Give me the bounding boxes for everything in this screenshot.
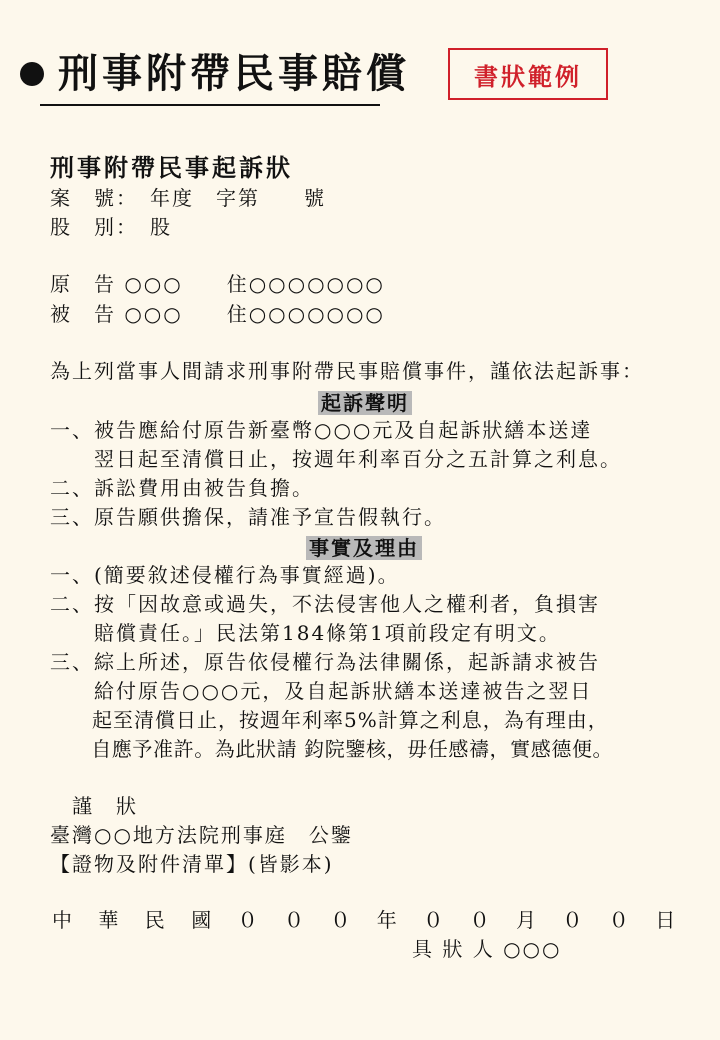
facts-line: 起至清償日止，按週年利率5%計算之利息，為有理由， [50,708,609,732]
claim-line: 翌日起至清償日止，按週年利率百分之五計算之利息。 [50,447,622,471]
facts-line: 自應予准許。為此狀請 鈞院鑒核，毋任感禱，實感德便。 [50,737,614,761]
signer-line: 具 狀 人 ○○○ [412,937,562,961]
claim-line: 三、原告願供擔保，請准予宣告假執行。 [50,505,446,529]
plaintiff-line: 原 告 ○○○ 住○○○○○○○ [50,272,385,296]
facts-line: 一、(簡要敘述侵權行為事實經過)。 [50,563,400,587]
division-line: 股 別： 股 [50,215,172,239]
claim-line: 一、被告應給付原告新臺幣○○○元及自起訴狀繕本送達 [50,418,593,442]
claims-heading: 起訴聲明 [318,391,412,415]
title-underline [40,104,380,106]
claim-line: 二、訴訟費用由被告負擔。 [50,476,314,500]
facts-heading: 事實及理由 [306,536,422,560]
sample-badge: 書狀範例 [448,48,608,100]
date-line: 中 華 民 國 ０ ０ ０ 年 ０ ０ 月 ０ ０ 日 [52,908,679,932]
facts-line: 給付原告○○○元，及自起訴狀繕本送達被告之翌日 [50,679,593,703]
intro-line: 為上列當事人間請求刑事附帶民事賠償事件，謹依法起訴事： [50,359,644,383]
court-line: 臺灣○○地方法院刑事庭 公鑒 [50,823,353,847]
document-title: 刑事附帶民事起訴狀 [50,153,293,182]
evidence-line: 【證物及附件清單】(皆影本) [50,852,334,876]
facts-line: 三、綜上所述，原告依侵權行為法律關係，起訴請求被告 [50,650,600,674]
closing-line: 謹 狀 [72,794,138,818]
facts-line: 賠償責任。」民法第184條第1項前段定有明文。 [50,621,561,645]
page-title: 刑事附帶民事賠償 [58,50,410,97]
case-number-line: 案 號： 年度 字第 號 [50,186,326,210]
facts-line: 二、按「因故意或過失，不法侵害他人之權利者，負損害 [50,592,600,616]
defendant-line: 被 告 ○○○ 住○○○○○○○ [50,302,385,326]
bullet-dot-icon [20,62,44,86]
